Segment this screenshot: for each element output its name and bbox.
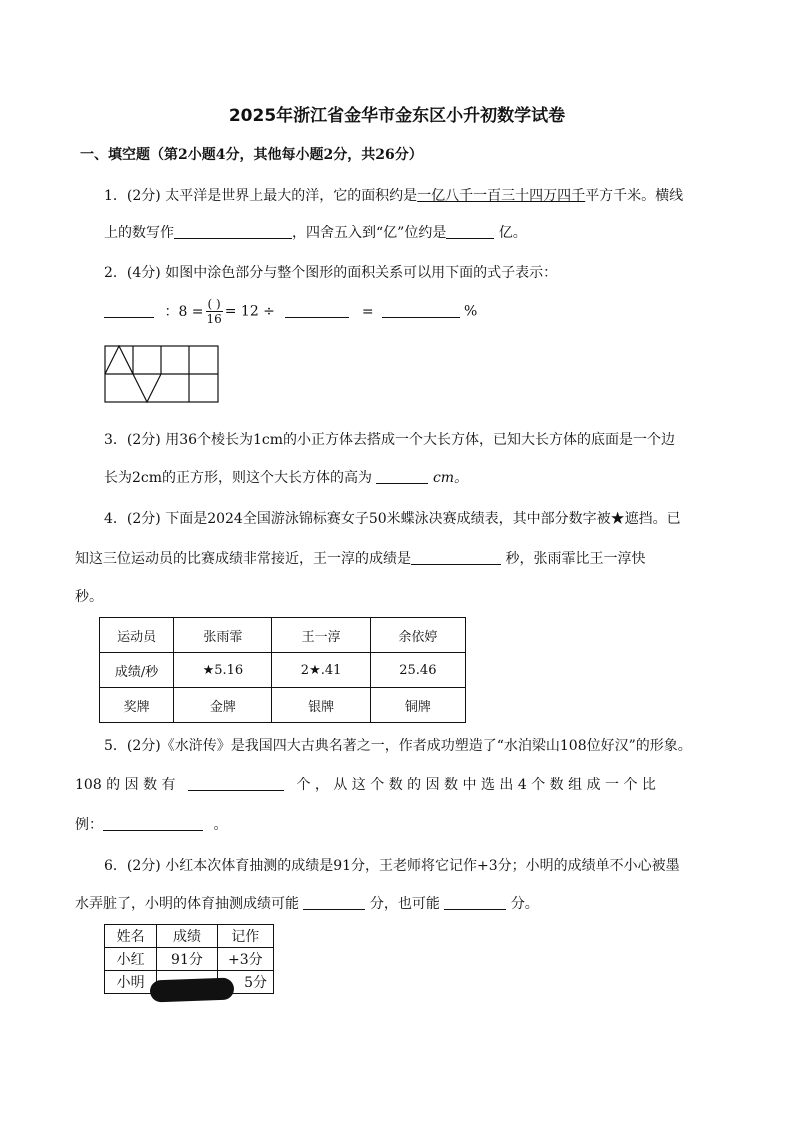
table-cell: 余依婷 bbox=[370, 618, 465, 653]
q5-text2: 个 ， 从 这 个 数 的 因 数 中 选 出 4 个 数 组 成 一 个 比 bbox=[296, 777, 656, 793]
table-cell: 5分 bbox=[217, 971, 273, 994]
q6-line2 bbox=[75, 893, 539, 913]
q1-text4: 亿。 bbox=[498, 225, 527, 241]
ink-blot bbox=[150, 978, 235, 1003]
q3-line1: 3．(2分) 用36个棱长为1cm的小正方体去搭成一个大长方体，已知大长方体的底面是一个边 bbox=[104, 432, 676, 448]
q5-line3 bbox=[75, 814, 227, 834]
q3-answer-blank[interactable] bbox=[376, 468, 428, 484]
q4-text2: 秒，张雨霏比王一淳快 bbox=[505, 551, 646, 567]
q5-text4: 。 bbox=[213, 817, 228, 833]
q2-answer-blank-2[interactable] bbox=[285, 302, 349, 318]
q1-underlined-number: 一亿八千一百三十四万四千 bbox=[417, 188, 586, 204]
q2-ratio-text: ：8 = bbox=[164, 303, 204, 320]
q6-answer-blank-1[interactable] bbox=[303, 894, 365, 910]
table-cell: 王一淳 bbox=[272, 618, 370, 653]
q2-division-text: = 12 ÷ bbox=[224, 303, 275, 320]
q2-answer-blank-1[interactable] bbox=[104, 302, 154, 318]
q1-line2 bbox=[104, 222, 527, 242]
q3-text: 长为2cm的正方形，则这个大长方体的高为 bbox=[104, 470, 373, 486]
q5-line2 bbox=[75, 774, 715, 794]
q4-line1: 4．(2分) 下面是2024全国游泳锦标赛女子50米蝶泳决赛成绩表，其中部分数字被★遮挡。已 bbox=[104, 511, 681, 527]
q4-answer-blank[interactable] bbox=[411, 549, 501, 565]
q2-equation bbox=[104, 297, 477, 326]
q2-shaded-figure bbox=[104, 345, 220, 403]
q3-line2 bbox=[104, 467, 468, 487]
section-heading: 一、填空题（第2小题4分，其他每小题2分，共26分） bbox=[80, 147, 423, 163]
q5-answer-blank-2[interactable] bbox=[103, 815, 203, 831]
table-cell: 25.46 bbox=[370, 653, 465, 688]
q1-text2: 上的数写作 bbox=[104, 225, 174, 241]
q1-line1 bbox=[104, 185, 683, 205]
q1-text3: ，四舍五入到“亿”位约是 bbox=[292, 225, 447, 241]
table-cell: 运动员 bbox=[100, 618, 174, 653]
table-row bbox=[105, 948, 274, 971]
q6-answer-blank-2[interactable] bbox=[444, 894, 506, 910]
q2-line1: 2．(4分) 如图中涂色部分与整个图形的面积关系可以用下面的式子表示： bbox=[104, 265, 558, 281]
table-cell: 成绩 bbox=[157, 925, 217, 948]
q4-results-table bbox=[99, 617, 466, 723]
table-row bbox=[105, 925, 274, 948]
table-cell: 奖牌 bbox=[100, 688, 174, 723]
q6-text3: 分。 bbox=[510, 896, 539, 912]
q2-answer-blank-3[interactable] bbox=[382, 302, 460, 318]
table-cell: 姓名 bbox=[105, 925, 157, 948]
fraction-denominator: 16 bbox=[206, 312, 222, 326]
q5-text: 108 的 因 数 有 bbox=[75, 777, 176, 793]
table-row bbox=[100, 688, 466, 723]
page-title: 2025年浙江省金华市金东区小升初数学试卷 bbox=[228, 106, 566, 126]
q2-percent: % bbox=[464, 303, 478, 320]
q4-line3: 秒。 bbox=[75, 589, 103, 605]
q4-line2 bbox=[75, 548, 645, 568]
q5-text3: 例： bbox=[75, 817, 103, 833]
q5-line1: 5．(2分)《水浒传》是我国四大古典名著之一，作者成功塑造了“水泊梁山108位好汉”的形象。 bbox=[104, 738, 692, 754]
q2-fraction bbox=[206, 297, 223, 326]
fraction-numerator: ( ) bbox=[207, 297, 221, 311]
q5-answer-blank-1[interactable] bbox=[188, 775, 284, 791]
table-cell: 银牌 bbox=[272, 688, 370, 723]
table-cell: 铜牌 bbox=[370, 688, 465, 723]
q1-text: 1．(2分) 太平洋是世界上最大的洋，它的面积约是 bbox=[104, 188, 418, 204]
q1-answer-blank-1[interactable] bbox=[174, 223, 292, 239]
q6-text: 水弄脏了，小明的体育抽测成绩可能 bbox=[75, 896, 299, 912]
table-cell: 2★.41 bbox=[272, 653, 370, 688]
table-row bbox=[100, 618, 466, 653]
table-cell: 记作 bbox=[217, 925, 273, 948]
table-cell: 小红 bbox=[105, 948, 157, 971]
table-row bbox=[100, 653, 466, 688]
table-cell: 91分 bbox=[157, 948, 217, 971]
q4-text: 知这三位运动员的比赛成绩非常接近，王一淳的成绩是 bbox=[75, 551, 411, 567]
q1-answer-blank-2[interactable] bbox=[446, 223, 494, 239]
q1-text-end: 平方千米。横线 bbox=[585, 188, 684, 204]
q6-text2: 分，也可能 bbox=[369, 896, 440, 912]
table-cell: +3分 bbox=[217, 948, 273, 971]
q2-equals: = bbox=[361, 303, 374, 320]
q3-unit: cm。 bbox=[432, 470, 469, 486]
table-cell: 小明 bbox=[105, 971, 157, 994]
table-cell: 金牌 bbox=[174, 688, 272, 723]
table-cell: 张雨霏 bbox=[174, 618, 272, 653]
table-cell: ★5.16 bbox=[174, 653, 272, 688]
q6-line1: 6．(2分) 小红本次体育抽测的成绩是91分，王老师将它记作+3分；小明的成绩单不小心被墨 bbox=[104, 858, 680, 874]
table-cell: 成绩/秒 bbox=[100, 653, 174, 688]
